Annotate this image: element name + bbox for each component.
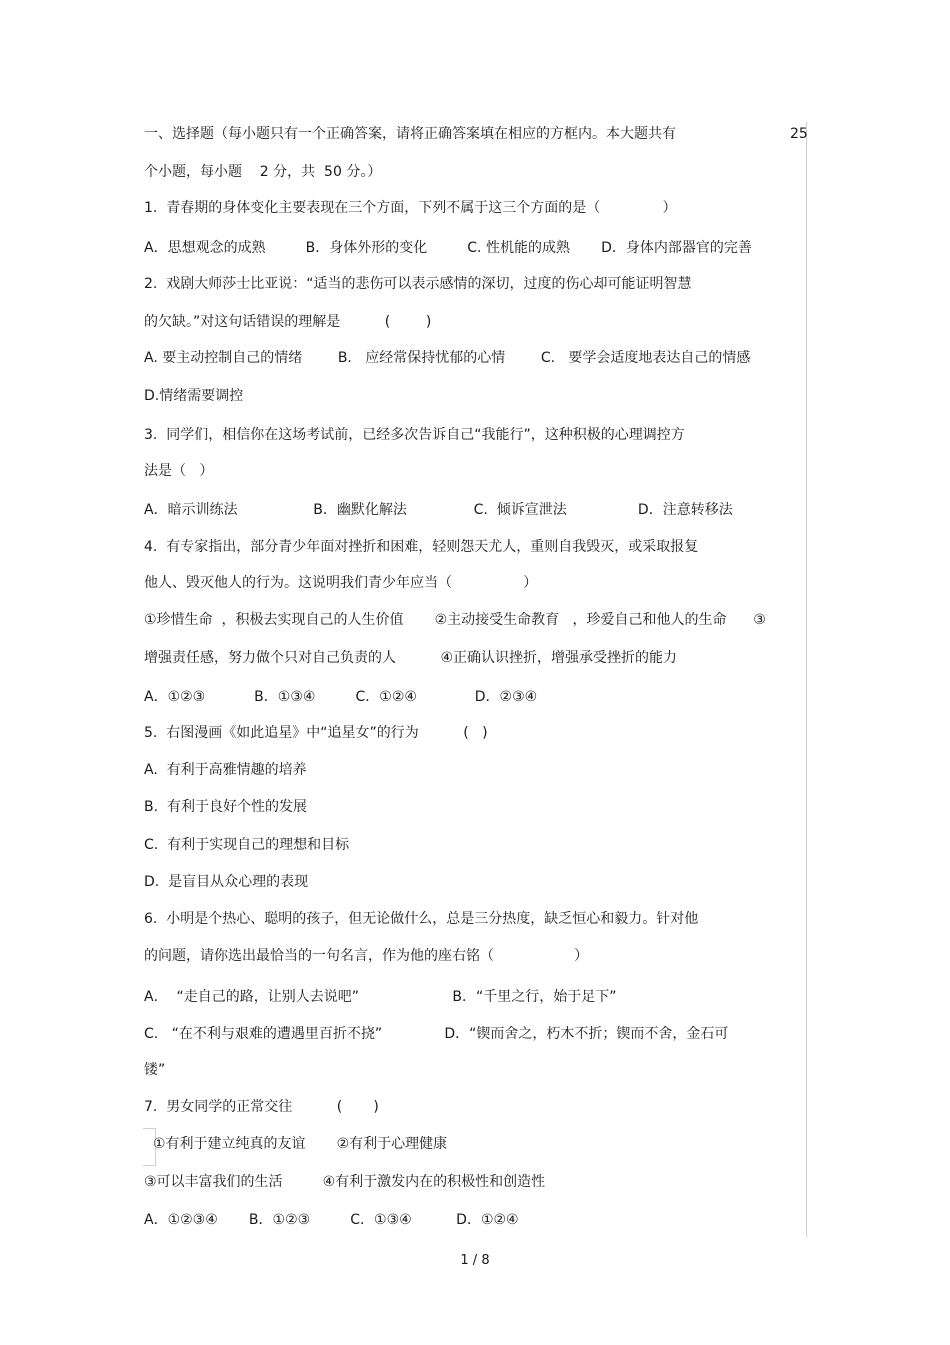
- question-3: 3. 同学们，相信你在这场考试前，已经多次告诉自己“我能行”，这种积极的心理调控方: [144, 427, 685, 443]
- question-4-statements-cont: 增强责任感，努力做个只对自己负责的人 ④正确认识挫折，增强承受挫折的能力: [144, 650, 678, 666]
- question-6-option-d-cont: 镂”: [144, 1062, 166, 1078]
- question-1: 1. 青春期的身体变化主要表现在三个方面，下列不属于这三个方面的是（ ）: [144, 200, 677, 216]
- question-2-option-d: D.情绪需要调控: [144, 388, 244, 404]
- frame-border: [806, 122, 807, 1237]
- question-7-options: A．①②③④ B．①②③ C．①③④ D．①②④: [144, 1212, 519, 1228]
- question-7-statements-cont: ③可以丰富我们的生活 ④有利于激发内在的积极性和创造性: [144, 1174, 546, 1190]
- question-2-cont: 的欠缺。”对这句话错误的理解是 ( ): [144, 314, 432, 330]
- section-heading-cont: 个小题，每小题 2 分，共 50 分。）: [144, 164, 382, 180]
- question-1-options: A．思想观念的成熟 B．身体外形的变化 C. 性机能的成熟 D．身体内部器官的完善: [144, 240, 752, 256]
- question-2-options: A. 要主动控制自己的情绪 B. 应经常保持忧郁的心情 C. 要学会适度地表达自己的情感: [144, 350, 751, 366]
- question-6-options-ab: A． “走自己的路，让别人去说吧” B．“千里之行，始于足下”: [144, 989, 617, 1005]
- question-3-options: A．暗示训练法 B．幽默化解法 C. 倾诉宣泄法 D．注意转移法: [144, 502, 733, 518]
- question-5-option-b: B. 有利于良好个性的发展: [144, 799, 307, 815]
- question-7-statements: ①有利于建立纯真的友谊 ②有利于心理健康: [144, 1136, 448, 1152]
- question-6: 6. 小明是个热心、聪明的孩子，但无论做什么，总是三分热度，缺乏恒心和毅力。针对他: [144, 911, 699, 927]
- question-4-cont: 他人、毁灭他人的行为。这说明我们青少年应当（ ）: [144, 575, 538, 591]
- question-2: 2. 戏剧大师莎士比亚说：“适当的悲伤可以表示感情的深切，过度的伤心却可能证明智慧: [144, 276, 692, 292]
- question-5: 5. 右图漫画《如此追星》中“追星女”的行为 ( ): [144, 725, 488, 741]
- question-4-options: A．①②③ B．①③④ C．①②④ D．②③④: [144, 689, 538, 705]
- section-heading: 一、选择题（每小题只有一个正确答案，请将正确答案填在相应的方框内。本大题共有: [144, 126, 676, 142]
- question-5-option-d: D. 是盲目从众心理的表现: [144, 874, 309, 890]
- question-5-option-c: C. 有利于实现自己的理想和目标: [144, 837, 350, 853]
- question-4: 4. 有专家指出，部分青少年面对挫折和困难，轻则怨天尤人，重则自我毁灭，或采取报复: [144, 539, 699, 555]
- question-7: 7. 男女同学的正常交往 ( ): [144, 1099, 379, 1115]
- question-5-option-a: A. 有利于高雅情趣的培养: [144, 762, 307, 778]
- question-3-cont: 法是（ ）: [144, 463, 214, 479]
- page-number: 1 / 8: [460, 1253, 490, 1268]
- question-4-statements: ①珍惜生命 ，积极去实现自己的人生价值 ②主动接受生命教育 ，珍爱自己和他人的生命 ③: [144, 612, 766, 628]
- question-6-options-cd: C. “在不利与艰难的遭遇里百折不挠” D．“锲而舍之，朽木不折；锲而不舍，金石可: [144, 1026, 729, 1042]
- question-6-cont: 的问题，请你选出最恰当的一句名言，作为他的座右铭（ ）: [144, 948, 589, 964]
- question-count: 25: [790, 126, 808, 142]
